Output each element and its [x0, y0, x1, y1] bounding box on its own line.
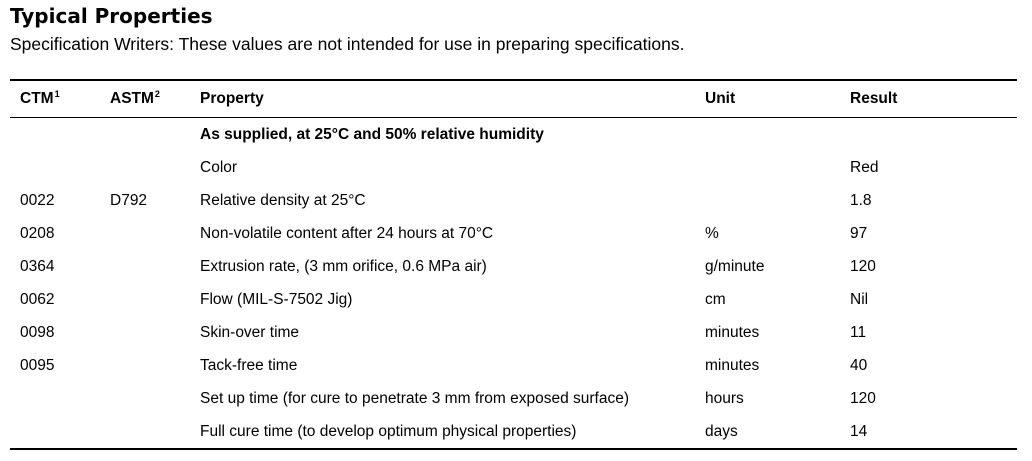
cell-result: 11	[850, 324, 867, 341]
header-ctm-label: CTM	[20, 90, 54, 107]
cell-ctm: 0098	[20, 324, 55, 341]
table-bottom-rule	[10, 448, 1017, 450]
header-result: Result	[850, 90, 898, 107]
header-unit: Unit	[705, 90, 736, 107]
table-row	[10, 415, 1017, 448]
table-header-row	[10, 81, 1017, 114]
header-astm	[110, 81, 160, 117]
cell-unit: cm	[705, 291, 726, 308]
cell-property: Full cure time (to develop optimum physical properties)	[200, 423, 577, 440]
cell-result: 1.8	[850, 192, 872, 209]
table-row	[10, 316, 1017, 349]
cell-property: Non-volatile content after 24 hours at 70°C	[200, 225, 494, 242]
header-astm-label: ASTM	[110, 90, 154, 107]
cell-result: Nil	[850, 291, 869, 308]
table-row	[10, 217, 1017, 250]
cell-property: Set up time (for cure to penetrate 3 mm from exposed surface)	[200, 390, 630, 407]
cell-unit: hours	[705, 390, 744, 407]
cell-ctm: 0022	[20, 192, 55, 209]
page-title: Typical Properties	[10, 4, 213, 28]
cell-unit: g/minute	[705, 258, 765, 275]
header-ctm	[20, 81, 60, 117]
cell-result: 120	[850, 390, 876, 407]
cell-property: Extrusion rate, (3 mm orifice, 0.6 MPa air)	[200, 258, 487, 275]
cell-unit: %	[705, 225, 719, 242]
cell-ctm: 0364	[20, 258, 55, 275]
section-label: As supplied, at 25°C and 50% relative humidity	[200, 126, 544, 143]
cell-result: 97	[850, 225, 868, 242]
table-section-row	[10, 118, 1017, 151]
table-row	[10, 382, 1017, 415]
header-property: Property	[200, 90, 264, 107]
cell-ctm: 0208	[20, 225, 55, 242]
table-row	[10, 250, 1017, 283]
table-row	[10, 283, 1017, 316]
cell-unit: minutes	[705, 324, 760, 341]
cell-result: 14	[850, 423, 868, 440]
table-row	[10, 184, 1017, 217]
cell-astm: D792	[110, 192, 148, 209]
cell-property: Relative density at 25°C	[200, 192, 366, 209]
header-ctm-footnote: 1	[54, 89, 60, 99]
cell-property: Skin-over time	[200, 324, 300, 341]
header-astm-footnote: 2	[154, 89, 160, 99]
page-subtitle: Specification Writers: These values are not intended for use in preparing specifications.	[10, 34, 685, 54]
cell-property: Tack-free time	[200, 357, 298, 374]
table-row	[10, 151, 1017, 184]
cell-ctm: 0062	[20, 291, 55, 308]
cell-ctm: 0095	[20, 357, 55, 374]
cell-property: Color	[200, 159, 238, 176]
cell-property: Flow (MIL-S-7502 Jig)	[200, 291, 353, 308]
table-row	[10, 349, 1017, 382]
cell-result: 40	[850, 357, 868, 374]
cell-unit: days	[705, 423, 738, 440]
cell-unit: minutes	[705, 357, 760, 374]
cell-result: Red	[850, 159, 879, 176]
cell-result: 120	[850, 258, 876, 275]
